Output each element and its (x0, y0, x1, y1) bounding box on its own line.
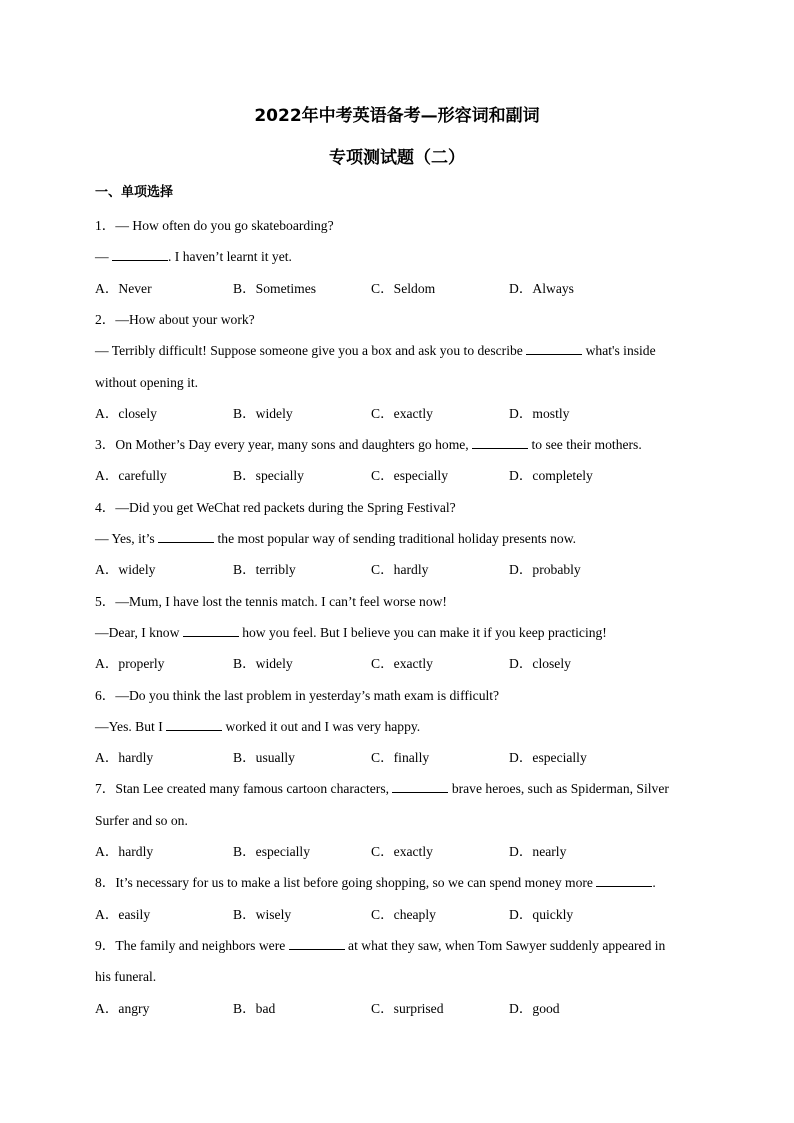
option-c: C．cheaply (371, 906, 436, 922)
option-d: D．good (509, 1000, 560, 1016)
document-subtitle: 专项测试题（二） (329, 148, 465, 168)
answer-blank (289, 937, 345, 950)
option-b: B．wisely (233, 906, 292, 922)
section-heading: 一、单项选择 (95, 185, 174, 200)
question-text: 4．—Did you get WeChat red packets during the Spring Festival? (95, 499, 456, 515)
answer-blank (392, 780, 448, 793)
option-d: D．mostly (509, 405, 570, 421)
question-text: his funeral. (95, 969, 157, 985)
option-b: B．terribly (233, 562, 296, 578)
answer-blank (112, 248, 168, 261)
question-line (95, 530, 576, 548)
question-line (95, 248, 292, 266)
option-c: C．Seldom (371, 280, 436, 296)
question-text: 2．—How about your work? (95, 311, 255, 327)
option-d: D．Always (509, 280, 574, 296)
question-stem (95, 311, 255, 329)
question-text: worked it out and I was very happy. (222, 718, 421, 734)
option-b: B．especially (233, 844, 311, 859)
answer-blank (472, 436, 528, 449)
question-line (95, 812, 188, 830)
option-a: A．carefully (95, 468, 167, 484)
question-text: . I haven’t learnt it yet. (168, 249, 292, 265)
option-d: D．completely (509, 468, 593, 484)
option-b: B．bad (233, 1000, 276, 1016)
question-stem (95, 499, 456, 517)
question-line (95, 968, 156, 986)
option-b: B．specially (233, 468, 304, 484)
question-text: 9．The family and neighbors were (95, 937, 289, 953)
question-stem (95, 780, 669, 798)
option-a: A．closely (95, 405, 157, 421)
answer-blank (183, 624, 239, 637)
question-text: 1．— How often do you go skateboarding? (95, 218, 334, 233)
question-text: — Yes, it’s (95, 531, 159, 546)
question-text: — Terribly difficult! Suppose someone give you a box and ask you to describe (95, 343, 527, 359)
answer-blank (596, 874, 652, 887)
question-text: brave heroes, such as Spiderman, Silver (448, 781, 669, 797)
question-text: without opening it. (95, 374, 199, 390)
option-c: C．exactly (371, 844, 433, 859)
option-b: B．usually (233, 750, 295, 766)
question-text: what's inside (582, 343, 656, 359)
question-stem (95, 874, 656, 892)
question-stem (95, 217, 334, 235)
question-stem (95, 687, 499, 705)
question-stem (95, 937, 665, 955)
option-c: C．finally (371, 750, 430, 766)
option-d: D．quickly (509, 906, 574, 922)
question-text: — (95, 249, 112, 265)
option-a: A．angry (95, 1000, 150, 1016)
option-c: C．exactly (371, 405, 433, 421)
question-text: Surfer and so on. (95, 812, 188, 828)
document-title: 2022年中考英语备考—形容词和副词 (254, 106, 540, 126)
option-d: D．closely (509, 656, 571, 672)
option-a: A．widely (95, 562, 156, 578)
option-d: D．nearly (509, 844, 567, 859)
option-b: B．widely (233, 405, 293, 421)
option-d: D．especially (509, 750, 587, 766)
option-c: C．hardly (371, 562, 429, 578)
option-c: C．surprised (371, 1000, 444, 1016)
option-a: A．Never (95, 280, 152, 296)
question-text: —Yes. But I (95, 718, 167, 734)
question-text: to see their mothers. (528, 437, 642, 453)
option-a: A．properly (95, 656, 165, 672)
option-a: A．hardly (95, 750, 154, 766)
question-line (95, 718, 420, 736)
option-d: D．probably (509, 562, 581, 578)
question-text: 5．—Mum, I have lost the tennis match. I can’t feel worse now! (95, 593, 447, 609)
question-text: 3．On Mother’s Day every year, many sons and daughters go home, (95, 437, 473, 453)
question-text: at what they saw, when Tom Sawyer suddenly appeared in (344, 937, 666, 953)
option-a: A．easily (95, 906, 151, 922)
question-text: 8．It’s necessary for us to make a list before going shopping, so we can spend money more (95, 875, 597, 891)
question-text: the most popular way of sending traditional holiday presents now. (214, 531, 577, 546)
question-text: . (652, 875, 656, 891)
option-b: B．Sometimes (233, 280, 317, 296)
option-b: B．widely (233, 656, 293, 672)
question-stem (95, 593, 447, 611)
question-line (95, 374, 198, 392)
answer-blank (526, 342, 582, 355)
option-c: C．exactly (371, 656, 433, 672)
question-text: how you feel. But I believe you can make it if you keep practicing! (238, 624, 607, 640)
question-text: 7．Stan Lee created many famous cartoon characters, (95, 781, 393, 797)
option-c: C．especially (371, 468, 449, 484)
question-line (95, 342, 656, 360)
question-stem (95, 436, 642, 454)
answer-blank (166, 718, 222, 731)
question-line (95, 624, 607, 642)
answer-blank (158, 530, 214, 543)
question-text: —Dear, I know (95, 624, 183, 640)
question-text: 6．—Do you think the last problem in yesterday’s math exam is difficult? (95, 687, 500, 703)
option-a: A．hardly (95, 844, 154, 859)
